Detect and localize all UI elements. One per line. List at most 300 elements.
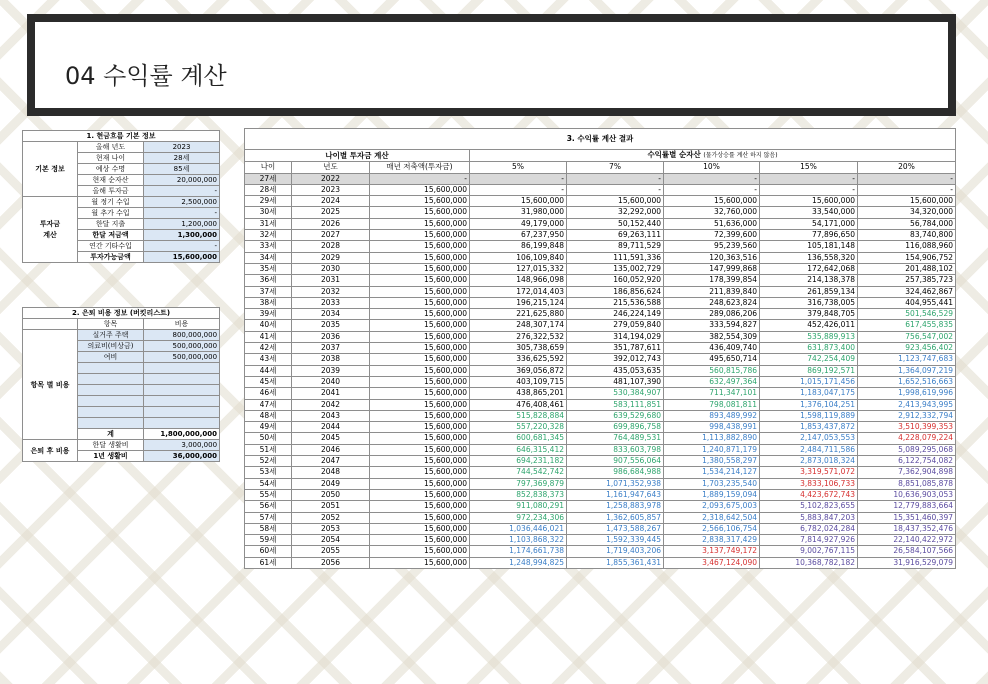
table-cell: - [567,184,664,195]
cashflow-table [22,130,220,263]
table-cell: 15,600,000 [370,376,470,387]
retire-item-label [78,363,144,374]
table-cell: 2041 [292,388,370,399]
table-cell: - [858,184,956,195]
retirement-cost-table [22,307,220,462]
cashflow-row-label: 올해 투자금 [78,186,144,197]
table-cell: 923,456,402 [858,343,956,354]
table-cell: 2046 [292,444,370,455]
table-cell: - [664,184,760,195]
table-cell: 1,719,403,206 [567,546,664,557]
table-cell: 31,980,000 [470,207,567,218]
table-cell: 557,220,328 [470,422,567,433]
table-cell: 2052 [292,512,370,523]
retire-item-label: 실거주 주택 [78,330,144,341]
table-cell: 2055 [292,546,370,557]
table-cell: 106,109,840 [470,252,567,263]
table-cell: 1,240,871,179 [664,444,760,455]
table-cell: 15,600,000 [370,196,470,207]
retire-blank-cell [23,319,78,330]
table-cell: 2029 [292,252,370,263]
table-cell: 32,760,000 [664,207,760,218]
cashflow-row-value: 28세 [144,153,220,164]
table-cell: 6,782,024,284 [760,523,858,534]
table-cell: 2039 [292,365,370,376]
table-cell: 172,014,403 [470,286,567,297]
table-cell: 214,138,378 [760,275,858,286]
table-row [245,331,956,342]
table-cell: 1,174,661,738 [470,546,567,557]
table-cell: 1,998,619,996 [858,388,956,399]
table-cell: 2043 [292,410,370,421]
table-cell: 535,889,913 [760,331,858,342]
table-row [245,535,956,546]
table-cell: 438,865,201 [470,388,567,399]
table-cell: 986,684,988 [567,467,664,478]
table-cell: 316,738,005 [760,297,858,308]
retire-after-value: 36,000,000 [144,451,220,462]
table-cell: 452,426,011 [760,320,858,331]
table-cell: 2028 [292,241,370,252]
table-row [245,196,956,207]
table-cell: 2038 [292,354,370,365]
column-header: 5% [470,162,567,173]
table-cell: 196,215,124 [470,297,567,308]
table-cell: - [664,173,760,184]
table-cell: 15,600,000 [370,456,470,467]
cashflow-row-label: 투자가능금액 [78,252,144,263]
table-cell: 15,600,000 [370,388,470,399]
table-cell: - [470,173,567,184]
table-cell: 3,510,399,353 [858,422,956,433]
table-cell: 2,873,018,324 [760,456,858,467]
table-cell: 67,237,950 [470,230,567,241]
table-cell: 3,467,124,090 [664,557,760,568]
table-cell: 8,851,085,878 [858,478,956,489]
table-cell: 56세 [245,501,292,512]
table-cell: 15,351,460,397 [858,512,956,523]
table-row [245,376,956,387]
table-cell: 10,368,782,182 [760,557,858,568]
table-cell: 15,600,000 [370,433,470,444]
table-cell: 48세 [245,410,292,421]
table-cell: 583,111,851 [567,399,664,410]
table-cell: 2023 [292,184,370,195]
retire-item-value: 800,000,000 [144,330,220,341]
table-cell: 15,600,000 [370,286,470,297]
table-row [245,309,956,320]
table-cell: 2047 [292,456,370,467]
table-row [245,184,956,195]
table-cell: 7,814,927,926 [760,535,858,546]
table-cell: 43세 [245,354,292,365]
column-header: 15% [760,162,858,173]
table-cell: 9,002,767,115 [760,546,858,557]
table-cell: 41세 [245,331,292,342]
table-row [245,263,956,274]
table-cell: 15,600,000 [370,535,470,546]
table-cell: 1,071,352,938 [567,478,664,489]
cashflow-row-value: - [144,241,220,252]
table-row [245,218,956,229]
table-row [245,467,956,478]
column-header: 10% [664,162,760,173]
table-cell: 37세 [245,286,292,297]
table-cell: 333,594,827 [664,320,760,331]
cashflow-row-label: 한달 저금액 [78,230,144,241]
table-cell: 852,838,373 [470,489,567,500]
table-cell: 50세 [245,433,292,444]
cashflow-group-label: 투자금 계산 [23,197,78,263]
table-cell: 2054 [292,535,370,546]
table-cell: 3,833,106,733 [760,478,858,489]
table-cell: 369,056,872 [470,365,567,376]
table-cell: 646,315,412 [470,444,567,455]
table-cell: 998,438,991 [664,422,760,433]
table-cell: 57세 [245,512,292,523]
table-cell: 50,152,440 [567,218,664,229]
table-cell: 38세 [245,297,292,308]
table-cell: 32세 [245,230,292,241]
table-cell: 2034 [292,309,370,320]
table-cell: 136,558,320 [760,252,858,263]
table-cell: 2036 [292,331,370,342]
table-cell: 1,652,516,663 [858,376,956,387]
table-cell: 15,600,000 [370,557,470,568]
table-cell: 15,600,000 [370,478,470,489]
table-cell: 15,600,000 [370,331,470,342]
table-cell: 111,591,336 [567,252,664,263]
table-cell: 147,999,868 [664,263,760,274]
table-row [245,286,956,297]
table-cell: 1,015,171,456 [760,376,858,387]
table-cell: 261,859,134 [760,286,858,297]
cashflow-row-label: 월 추가 수입 [78,208,144,219]
table-row [245,252,956,263]
table-cell: 1,248,994,825 [470,557,567,568]
table-cell: 1,364,097,219 [858,365,956,376]
table-cell: 379,848,705 [760,309,858,320]
table-cell: 2,912,332,794 [858,410,956,421]
table-cell: 2025 [292,207,370,218]
table-cell: 15,600,000 [370,230,470,241]
table-cell: 59세 [245,535,292,546]
cashflow-row-label: 올해 년도 [78,142,144,153]
table-cell: 1,592,339,445 [567,535,664,546]
table-cell: 15,600,000 [370,444,470,455]
table-cell: 2045 [292,433,370,444]
retire-item-label: 여비 [78,352,144,363]
table-cell: - [370,173,470,184]
table-cell: 617,455,835 [858,320,956,331]
table-cell: 15,600,000 [370,343,470,354]
table-cell: 27세 [245,173,292,184]
table-cell: 2048 [292,467,370,478]
table-cell: 2044 [292,422,370,433]
table-cell: - [470,184,567,195]
table-cell: 1,598,119,889 [760,410,858,421]
table-cell: 15,600,000 [370,410,470,421]
table-cell: 58세 [245,523,292,534]
table-cell: 15,600,000 [370,354,470,365]
table-cell: 1,853,437,872 [760,422,858,433]
table-cell: 15,600,000 [370,501,470,512]
table-cell: 742,254,409 [760,354,858,365]
retire-item-value: 500,000,000 [144,341,220,352]
column-header: 매년 저축액(투자금) [370,162,470,173]
table-cell: 1,036,446,021 [470,523,567,534]
table-cell: 1,161,947,643 [567,489,664,500]
table-cell: 15,600,000 [760,196,858,207]
retire-item-value [144,407,220,418]
net-asset-header [470,150,956,162]
table-cell: 711,347,101 [664,388,760,399]
table-cell: 481,107,390 [567,376,664,387]
table-cell: 120,363,516 [664,252,760,263]
table-cell: 530,384,907 [567,388,664,399]
table-cell: 3,137,749,172 [664,546,760,557]
table-cell: 248,623,824 [664,297,760,308]
table-cell: 31세 [245,218,292,229]
table-cell: 15,600,000 [664,196,760,207]
retire-item-value [144,363,220,374]
retire-item-value [144,418,220,429]
table-cell: 699,896,758 [567,422,664,433]
retire-total-value: 1,800,000,000 [144,429,220,440]
table-cell: 15,600,000 [567,196,664,207]
table-cell: 2026 [292,218,370,229]
cashflow-row-value: - [144,186,220,197]
table-cell: 2,147,053,553 [760,433,858,444]
table-row [245,478,956,489]
cashflow-row-label: 월 정기 수입 [78,197,144,208]
cashflow-row-value: 15,600,000 [144,252,220,263]
table-cell: 764,489,531 [567,433,664,444]
table-cell: 15,600,000 [370,297,470,308]
table-cell: 15,600,000 [370,523,470,534]
retire-after-group: 은퇴 후 비용 [23,440,78,462]
table-cell: 15,600,000 [370,399,470,410]
table-cell: 53세 [245,467,292,478]
table-cell: 116,088,960 [858,241,956,252]
cashflow-row-value: 85세 [144,164,220,175]
table-cell: 39세 [245,309,292,320]
table-cell: 403,109,715 [470,376,567,387]
table-cell: 54,171,000 [760,218,858,229]
retire-item-label [78,407,144,418]
table-cell: 83,740,800 [858,230,956,241]
table-row [245,354,956,365]
table-row [245,399,956,410]
table-cell: 2056 [292,557,370,568]
table-row [245,207,956,218]
table-cell: 172,642,068 [760,263,858,274]
table-cell: 2033 [292,297,370,308]
net-asset-header-label: 수익률별 순자산 [647,150,701,159]
table-cell: 495,650,714 [664,354,760,365]
table-cell: 127,015,332 [470,263,567,274]
table-cell: 178,399,854 [664,275,760,286]
table-cell: 89,711,529 [567,241,664,252]
table-cell: 1,473,588,267 [567,523,664,534]
column-header: 20% [858,162,956,173]
table-row [245,410,956,421]
table-cell: 160,052,920 [567,275,664,286]
table-cell: 392,012,743 [567,354,664,365]
retire-item-header: 항목 [78,319,144,330]
table-cell: 694,231,182 [470,456,567,467]
cashflow-row-label: 연간 기타수입 [78,241,144,252]
table-cell: 324,462,867 [858,286,956,297]
table-cell: 314,194,029 [567,331,664,342]
table-cell: 2,318,642,504 [664,512,760,523]
table-cell: - [760,173,858,184]
retire-item-label [78,418,144,429]
table-cell: 18,437,352,476 [858,523,956,534]
table-cell: 15,600,000 [858,196,956,207]
table-cell: 515,828,884 [470,410,567,421]
table-cell: 2042 [292,399,370,410]
table-cell: 56,784,000 [858,218,956,229]
table-cell: 44세 [245,365,292,376]
table-cell: 560,815,786 [664,365,760,376]
table-cell: 869,192,571 [760,365,858,376]
table-cell: 40세 [245,320,292,331]
column-header: 년도 [292,162,370,173]
table-cell: 631,873,400 [760,343,858,354]
table-cell: 52세 [245,456,292,467]
cashflow-row-value: 2,500,000 [144,197,220,208]
table-cell: 797,369,879 [470,478,567,489]
table-cell: 351,787,611 [567,343,664,354]
table-cell: 15,600,000 [370,365,470,376]
table-cell: 15,600,000 [370,512,470,523]
table-cell: 404,955,441 [858,297,956,308]
retire-item-label [78,374,144,385]
table-row [245,241,956,252]
table-row [245,456,956,467]
table-cell: 4,228,079,224 [858,433,956,444]
table-cell: - [567,173,664,184]
retire-after-label: 한달 생활비 [78,440,144,451]
cashflow-row-value: 2023 [144,142,220,153]
table-cell: 51세 [245,444,292,455]
table-cell: 2049 [292,478,370,489]
table-cell: 1,258,883,978 [567,501,664,512]
table-cell: 54세 [245,478,292,489]
table-cell: 2053 [292,523,370,534]
retire-item-value: 500,000,000 [144,352,220,363]
table-cell: 501,546,529 [858,309,956,320]
table-cell: 833,603,798 [567,444,664,455]
table-cell: 33세 [245,241,292,252]
table-row [245,343,956,354]
results-table [244,128,956,569]
table-cell: 15,600,000 [370,422,470,433]
table-cell: 1,855,361,431 [567,557,664,568]
table-cell: 798,081,811 [664,399,760,410]
table-cell: 382,554,309 [664,331,760,342]
table-cell: 36세 [245,275,292,286]
table-row [245,173,956,184]
table-cell: 7,362,904,898 [858,467,956,478]
table-cell: 46세 [245,388,292,399]
cashflow-row-value: 20,000,000 [144,175,220,186]
table-row [245,388,956,399]
table-row [245,297,956,308]
table-cell: 22,140,422,972 [858,535,956,546]
retire-title: 2. 은퇴 비용 정보 (버킷리스트) [23,308,220,319]
table-cell: 15,600,000 [370,241,470,252]
table-cell: 305,738,659 [470,343,567,354]
table-cell: 1,362,605,857 [567,512,664,523]
table-cell: 15,600,000 [470,196,567,207]
retire-item-label [78,396,144,407]
table-cell: 1,703,235,540 [664,478,760,489]
table-cell: - [858,173,956,184]
table-cell: 2035 [292,320,370,331]
table-cell: 15,600,000 [370,184,470,195]
table-cell: 69,263,111 [567,230,664,241]
table-row [245,557,956,568]
cashflow-row-label: 예상 수명 [78,164,144,175]
table-cell: 3,319,571,072 [760,467,858,478]
table-cell: 911,080,291 [470,501,567,512]
table-cell: 55세 [245,489,292,500]
table-cell: 86,199,848 [470,241,567,252]
cashflow-row-value: 1,200,000 [144,219,220,230]
cashflow-row-label: 한달 지출 [78,219,144,230]
table-cell: 186,856,624 [567,286,664,297]
table-cell: 35세 [245,263,292,274]
cashflow-row-label: 현재 나이 [78,153,144,164]
table-cell: - [760,184,858,195]
table-row [245,320,956,331]
table-cell: 276,322,532 [470,331,567,342]
table-cell: 893,489,992 [664,410,760,421]
table-cell: 201,488,102 [858,263,956,274]
table-cell: 2,413,943,995 [858,399,956,410]
table-cell: 12,779,883,664 [858,501,956,512]
retire-item-value [144,374,220,385]
page-title: 04 수익률 계산 [65,62,227,90]
table-cell: 756,547,002 [858,331,956,342]
retire-item-value [144,396,220,407]
table-cell: 15,600,000 [370,309,470,320]
retire-total-label: 계 [78,429,144,440]
table-cell: 1,123,747,683 [858,354,956,365]
table-cell: 221,625,880 [470,309,567,320]
table-cell: 135,002,729 [567,263,664,274]
table-row [245,523,956,534]
table-cell: 2,093,675,003 [664,501,760,512]
table-cell: 15,600,000 [370,546,470,557]
table-cell: 15,600,000 [370,467,470,478]
table-cell: 211,839,840 [664,286,760,297]
table-cell: 154,906,752 [858,252,956,263]
table-row [245,230,956,241]
table-row [245,546,956,557]
retire-group-label: 항목 별 비용 [23,330,78,440]
table-cell: 5,883,847,203 [760,512,858,523]
table-cell: 2,484,711,586 [760,444,858,455]
table-cell: 29세 [245,196,292,207]
table-cell: 436,409,740 [664,343,760,354]
table-cell: 77,896,650 [760,230,858,241]
table-cell: 1,113,882,890 [664,433,760,444]
column-header: 7% [567,162,664,173]
table-cell: 248,307,174 [470,320,567,331]
